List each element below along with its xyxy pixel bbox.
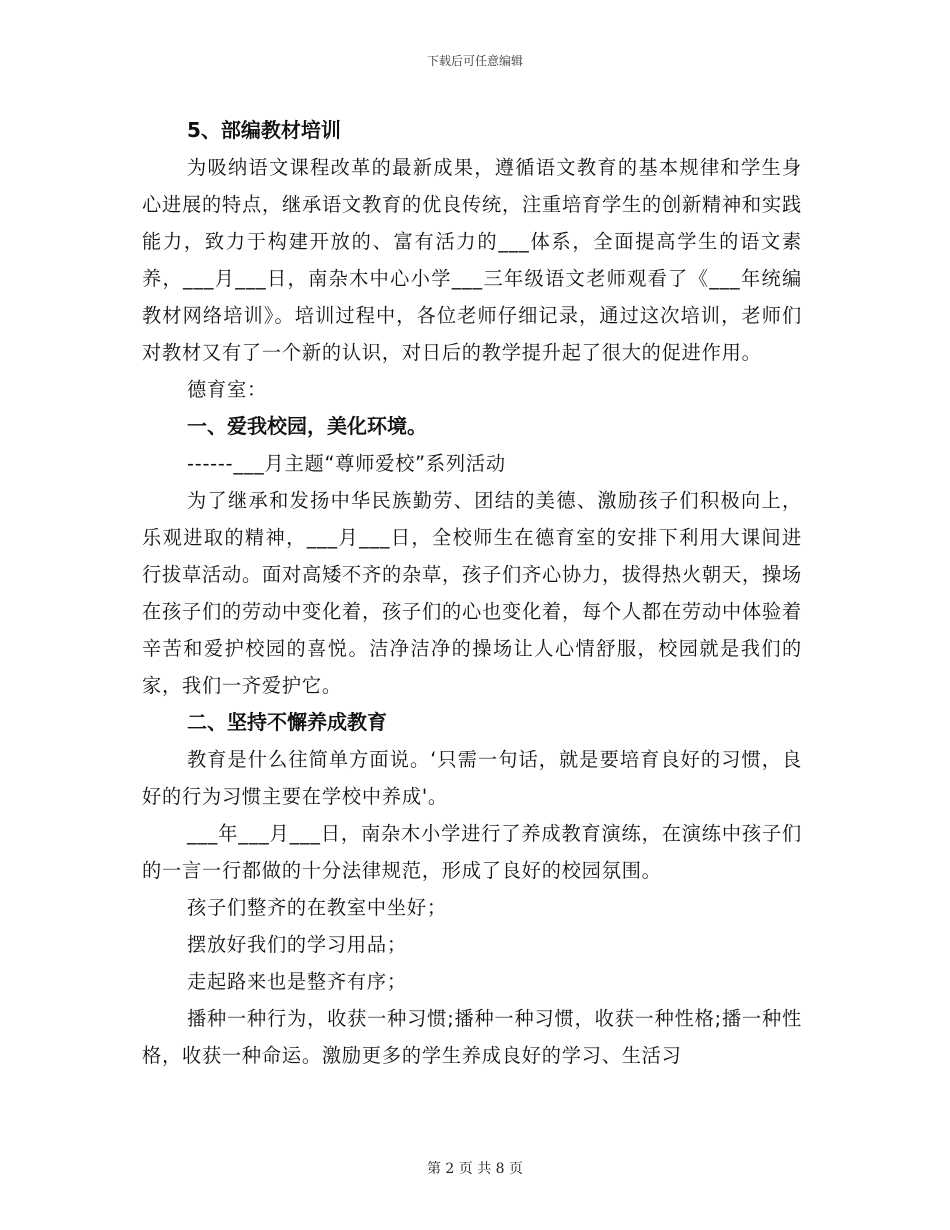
page-footer: 第 2 页 共 8 页 xyxy=(426,1161,524,1177)
section-1-title: 一、爱我校园，美化环境。 xyxy=(187,414,427,438)
section-2-title: 二、坚持不懈养成教育 xyxy=(187,710,387,734)
section-1-paragraph: 为了继承和发扬中华民族勤劳、团结的美德、激励孩子们积极向上，乐观进取的精神，___月___日，全校师生在德育室的安排下利用大课间进行拔草活动。面对高矮不齐的杂草，孩子们齐心协力，拔得热火朝天，操场在孩子们的劳动中变化着，孩子们的心也变化着，每个人都在劳动中体验着辛苦和爱护校园的喜悦。洁净洁净的操场让人心情舒服，校园就是我们的家，我们一齐爱护它。 xyxy=(142,489,802,697)
section-2-paragraph-3: 播种一种行为，收获一种习惯;播种一种习惯，收获一种性格;播一种性格，收获一种命运。激励更多的学生养成良好的学习、生活习 xyxy=(142,1007,802,1067)
section-2-paragraph-1: 教育是什么往简单方面说。‘只需一句话，就是要培育良好的习惯，良好的行为习惯主要在学校中养成'。 xyxy=(142,748,802,808)
section-2-line-3: 走起路来也是整齐有序； xyxy=(187,970,407,993)
document-body xyxy=(142,112,802,1074)
section-2-line-1: 孩子们整齐的在教室中坐好； xyxy=(187,896,447,919)
section-2-paragraph-2: ___年___月___日，南杂木小学进行了养成教育演练，在演练中孩子们的一言一行都做的十分法律规范，形成了良好的校园氛围。 xyxy=(142,822,802,882)
section-2-line-2: 摆放好我们的学习用品； xyxy=(187,933,407,956)
deyu-label: 德育室： xyxy=(187,378,267,401)
page-header: 下载后可任意编辑 xyxy=(426,54,523,68)
section-5-paragraph: 为吸纳语文课程改革的最新成果，遵循语文教育的基本规律和学生身心进展的特点，继承语文教育的优良传统，注重培育学生的创新精神和实践能力，致力于构建开放的、富有活力的___体系，全面提高学生的语文素养，___月___日，南杂木中心小学___三年级语文老师观看了《___年统编教材网络培训》。培训过程中，各位老师仔细记录，通过这次培训，老师们对教材又有了一个新的认识，对日后的教学提升起了很大的促进作用。 xyxy=(142,156,802,364)
section-1-subtitle: ------___月主题“尊师爱校”系列活动 xyxy=(187,452,506,475)
section-5-title: 5、部编教材培训 xyxy=(187,118,341,142)
